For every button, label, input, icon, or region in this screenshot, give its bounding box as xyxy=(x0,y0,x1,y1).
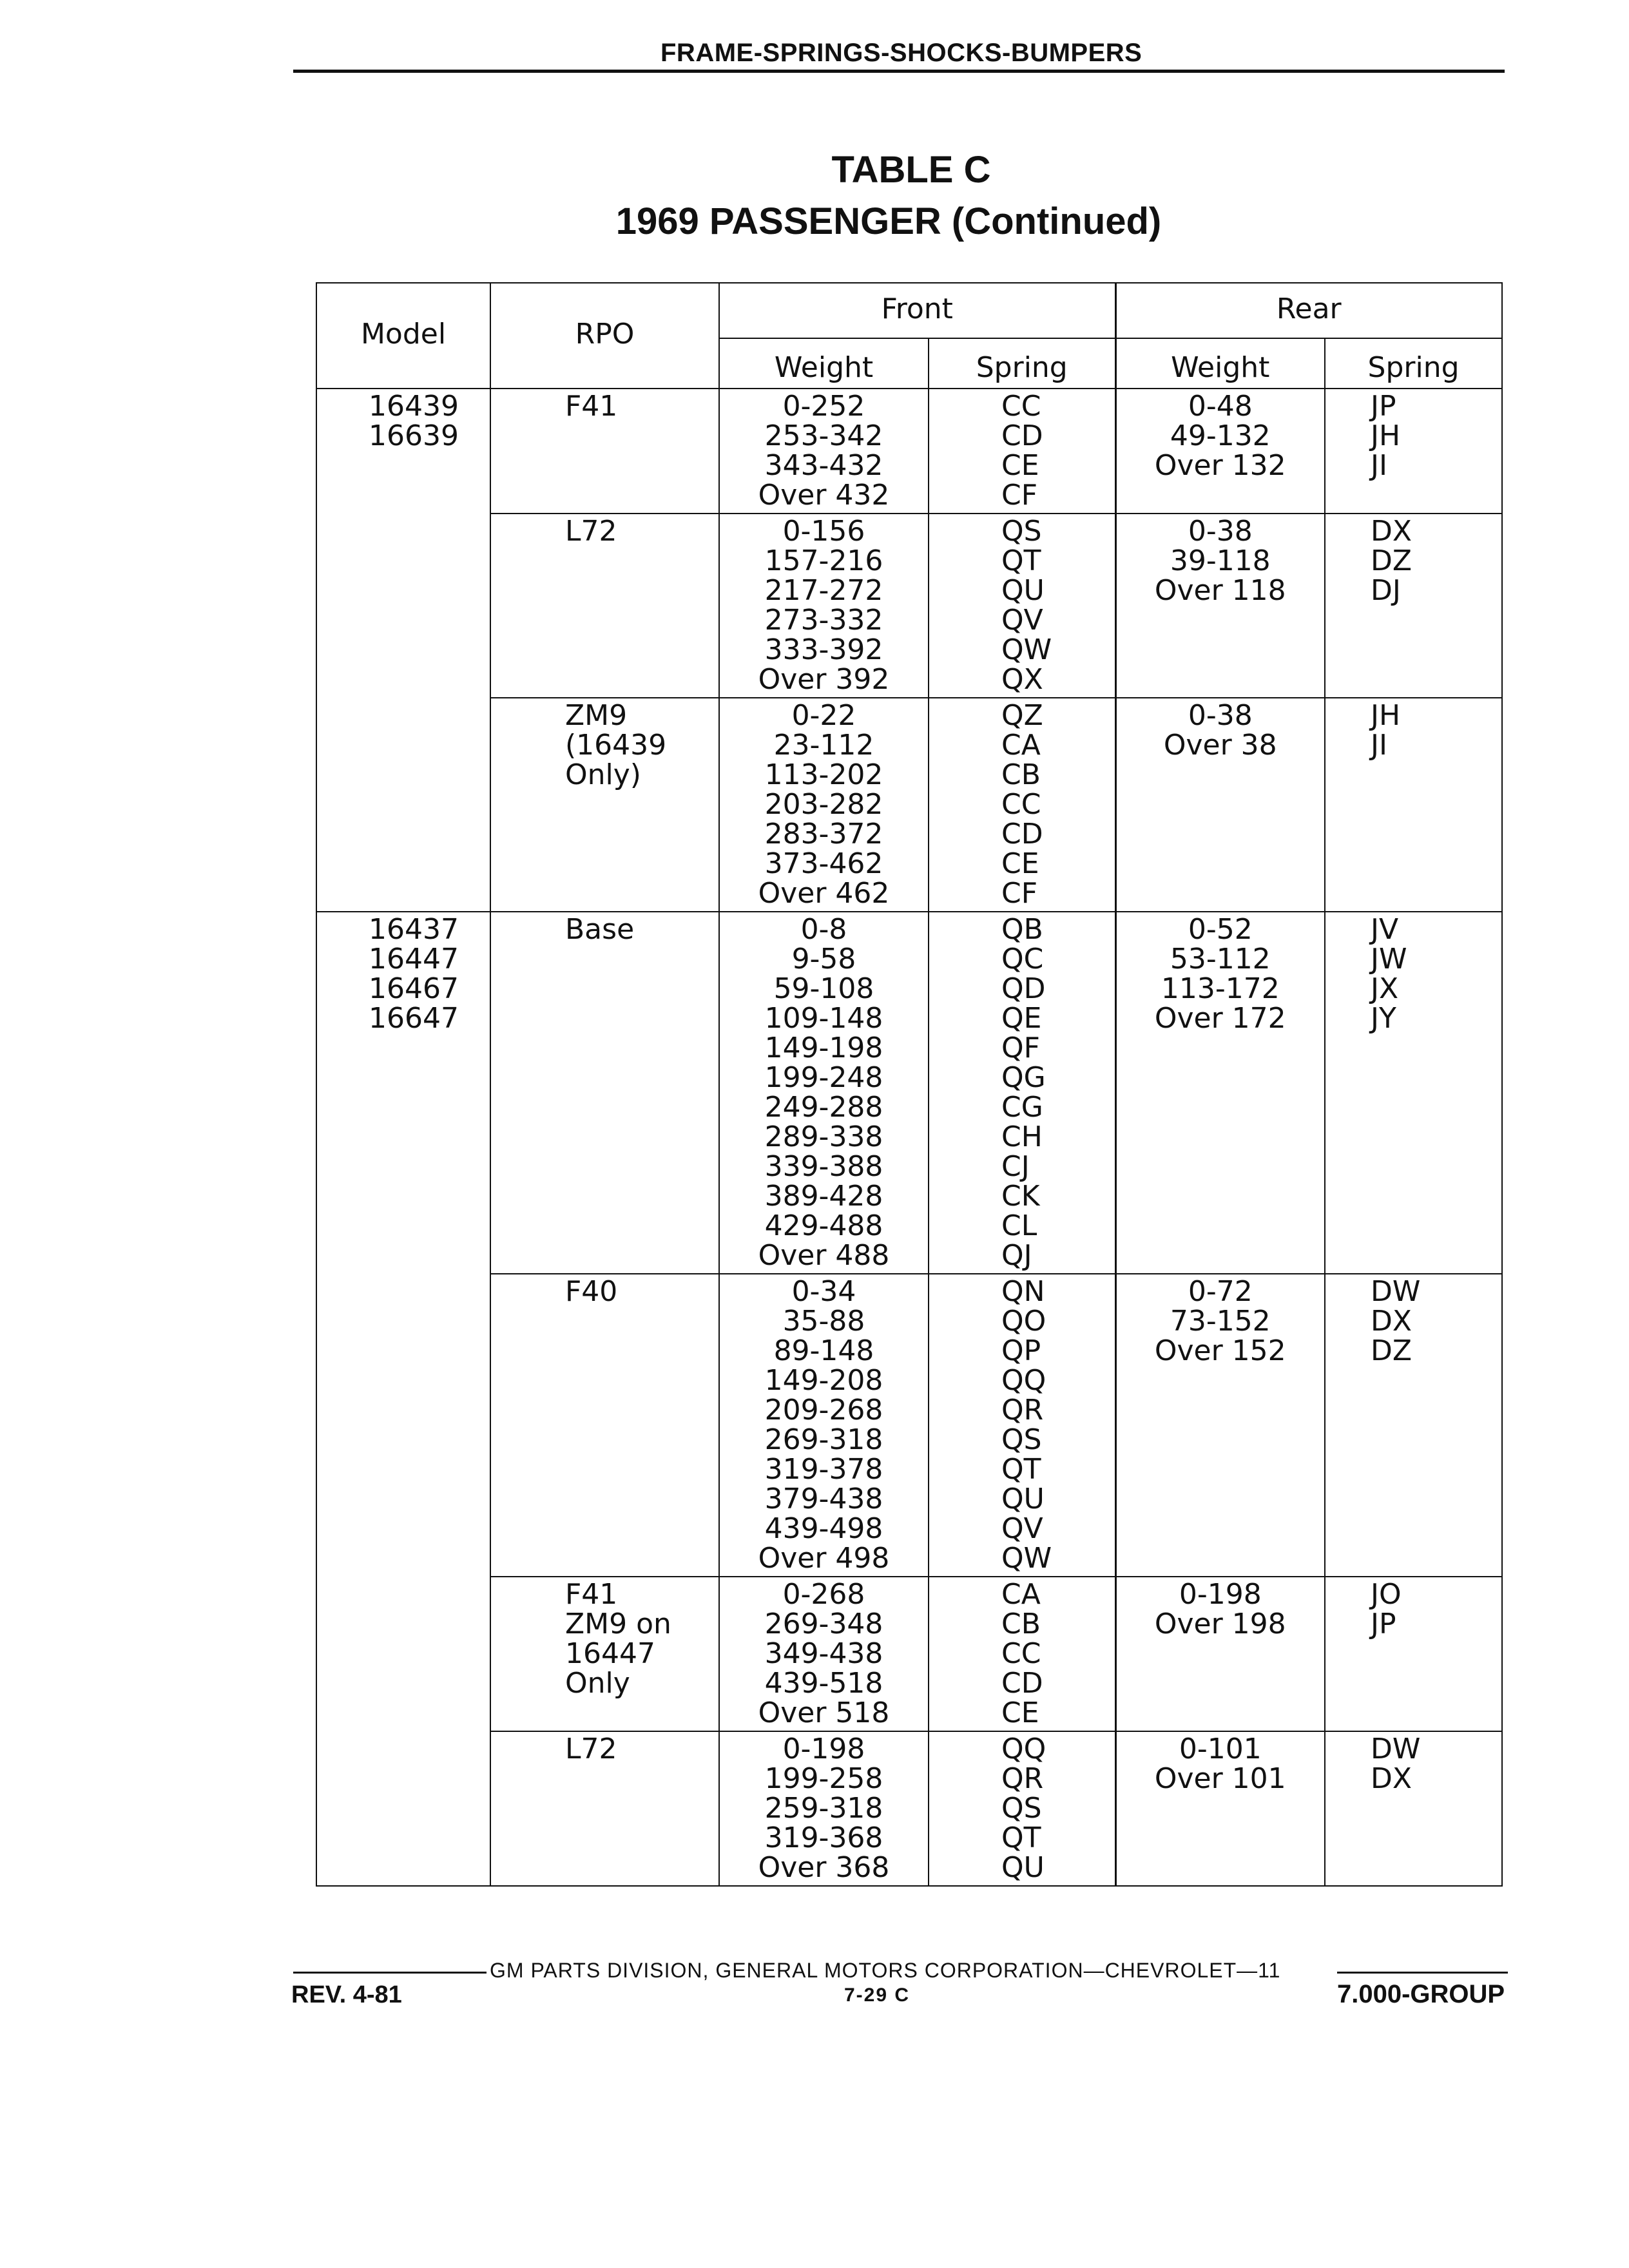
front-weight-cell-value: 273-332 xyxy=(764,604,883,637)
footer-division-line: GM PARTS DIVISION, GENERAL MOTORS CORPORATION—CHEVROLET—11 xyxy=(490,1959,1281,1982)
rear-weight-cell-value: 0-48 xyxy=(1188,390,1253,423)
front-spring-cell-value: CL xyxy=(1001,1209,1037,1242)
table-title: TABLE C xyxy=(831,149,991,191)
front-spring-cell-value: CE xyxy=(1001,449,1039,482)
front-weight-cell-value: 35-88 xyxy=(782,1305,865,1338)
rear-spring-cell-value: JI xyxy=(1371,729,1387,762)
front-spring-cell-value: QX xyxy=(1001,663,1043,696)
front-spring-cell-value: QT xyxy=(1001,1453,1041,1486)
front-spring-cell-value: CF xyxy=(1001,479,1038,512)
front-spring-cell-value: QU xyxy=(1001,574,1045,607)
front-spring-cell-value: CK xyxy=(1001,1180,1040,1213)
front-spring-cell-value: CG xyxy=(1001,1091,1043,1124)
front-weight-cell-value: 333-392 xyxy=(764,633,883,666)
rear-weight-cell-value: 49-132 xyxy=(1170,419,1271,452)
front-weight-cell-value: 89-148 xyxy=(773,1334,874,1367)
rpo-cell xyxy=(490,912,719,1274)
rear-spring-cell-value: JI xyxy=(1371,449,1387,482)
col-header-rear-weight: Weight xyxy=(1115,338,1325,389)
rear-spring-cell-value: JP xyxy=(1371,390,1396,423)
front-weight-cell-value: 23-112 xyxy=(773,729,874,762)
front-weight-cell-value: 149-208 xyxy=(764,1364,883,1397)
model-cell-value: 16437 xyxy=(369,913,459,946)
table-subtitle: 1969 PASSENGER (Continued) xyxy=(615,200,1162,242)
rear-weight-cell xyxy=(1115,389,1325,514)
rpo-cell-value: F41 xyxy=(565,390,618,423)
rear-weight-cell-value: 53-112 xyxy=(1170,943,1271,975)
front-spring-cell-value: QW xyxy=(1001,1542,1052,1575)
rear-spring-cell xyxy=(1325,1731,1502,1886)
rear-spring-cell-value: JO xyxy=(1371,1578,1402,1611)
model-cell xyxy=(316,912,490,1886)
col-header-model: Model xyxy=(316,283,490,389)
front-weight-cell-value: 389-428 xyxy=(764,1180,883,1213)
rpo-cell-value: ZM9 on xyxy=(565,1608,671,1640)
front-spring-cell-value: CA xyxy=(1001,729,1041,762)
col-header-rear-spring: Spring xyxy=(1325,338,1502,389)
front-weight-cell-value: 349-438 xyxy=(764,1637,883,1670)
col-header-front-weight: Weight xyxy=(719,338,929,389)
model-cell xyxy=(316,389,490,912)
front-spring-cell xyxy=(929,1731,1115,1886)
front-weight-cell-value: Over 488 xyxy=(758,1239,890,1272)
front-spring-cell-value: QR xyxy=(1001,1394,1044,1427)
rpo-cell xyxy=(490,389,719,514)
rear-spring-cell xyxy=(1325,698,1502,912)
rear-weight-cell-value: 0-101 xyxy=(1179,1733,1262,1765)
rear-weight-cell xyxy=(1115,1577,1325,1731)
footer-group: 7.000-GROUP xyxy=(1337,1980,1505,2008)
rear-weight-cell-value: Over 198 xyxy=(1154,1608,1286,1640)
front-weight-cell-value: 209-268 xyxy=(764,1394,883,1427)
front-spring-cell-value: CE xyxy=(1001,1696,1039,1729)
front-weight-cell-value: 319-378 xyxy=(764,1453,883,1486)
front-weight-cell-value: 379-438 xyxy=(764,1483,883,1515)
header-rule xyxy=(293,70,1505,73)
rear-weight-cell-value: Over 152 xyxy=(1154,1334,1286,1367)
rear-spring-cell-value: JP xyxy=(1371,1608,1396,1640)
rear-weight-cell-value: 0-72 xyxy=(1188,1275,1253,1308)
front-weight-cell-value: 9-58 xyxy=(791,943,856,975)
rear-weight-cell-value: Over 38 xyxy=(1163,729,1277,762)
rear-weight-cell-value: Over 101 xyxy=(1154,1762,1286,1795)
front-weight-cell-value: Over 518 xyxy=(758,1696,890,1729)
front-spring-cell-value: CC xyxy=(1001,390,1041,423)
front-spring-cell xyxy=(929,389,1115,514)
table-row xyxy=(316,912,1502,1274)
front-weight-cell-value: Over 392 xyxy=(758,663,890,696)
front-spring-cell-value: CH xyxy=(1001,1120,1043,1153)
rpo-cell-value: 16447 xyxy=(565,1637,655,1670)
rear-weight-cell-value: 0-38 xyxy=(1188,515,1253,548)
rpo-cell-value: L72 xyxy=(565,515,617,548)
rpo-cell xyxy=(490,1731,719,1886)
rear-spring-cell xyxy=(1325,1274,1502,1577)
front-spring-cell xyxy=(929,514,1115,698)
col-header-front: Front xyxy=(719,283,1115,338)
front-weight-cell-value: 439-518 xyxy=(764,1667,883,1700)
rear-spring-cell xyxy=(1325,514,1502,698)
front-weight-cell-value: 253-342 xyxy=(764,419,883,452)
front-spring-cell-value: QS xyxy=(1001,515,1042,548)
rear-spring-cell-value: JH xyxy=(1371,419,1401,452)
rear-weight-cell-value: 73-152 xyxy=(1170,1305,1271,1338)
front-spring-cell-value: QD xyxy=(1001,972,1046,1005)
rpo-cell-value: Only xyxy=(565,1667,630,1700)
footer-page-number: 7-29 C xyxy=(844,1984,911,2006)
front-spring-cell-value: CF xyxy=(1001,877,1038,910)
front-weight-cell-value: Over 432 xyxy=(758,479,890,512)
front-spring-cell-value: QS xyxy=(1001,1792,1042,1825)
front-spring-cell-value: QO xyxy=(1001,1305,1046,1338)
rear-weight-cell-value: Over 132 xyxy=(1154,449,1286,482)
rear-spring-cell-value: DW xyxy=(1371,1275,1421,1308)
front-spring-cell-value: QC xyxy=(1001,943,1044,975)
rear-weight-cell-value: 113-172 xyxy=(1161,972,1280,1005)
front-spring-cell-value: QB xyxy=(1001,913,1043,946)
front-spring-cell-value: CD xyxy=(1001,1667,1043,1700)
front-weight-cell-value: 249-288 xyxy=(764,1091,883,1124)
front-spring-cell-value: QV xyxy=(1001,1512,1043,1545)
model-cell-value: 16447 xyxy=(369,943,459,975)
rear-weight-cell xyxy=(1115,514,1325,698)
front-spring-cell-value: QU xyxy=(1001,1483,1045,1515)
rear-weight-cell xyxy=(1115,1731,1325,1886)
front-weight-cell-value: 429-488 xyxy=(764,1209,883,1242)
front-spring-cell-value: QR xyxy=(1001,1762,1044,1795)
front-spring-cell xyxy=(929,698,1115,912)
front-weight-cell-value: 373-462 xyxy=(764,847,883,880)
rpo-cell-value: Only) xyxy=(565,758,641,791)
front-weight-cell-value: 269-318 xyxy=(764,1423,883,1456)
front-spring-cell-value: CE xyxy=(1001,847,1039,880)
rear-spring-cell xyxy=(1325,389,1502,514)
rear-spring-cell-value: JX xyxy=(1371,972,1399,1005)
front-spring-cell-value: QJ xyxy=(1001,1239,1032,1272)
front-weight-cell-value: 439-498 xyxy=(764,1512,883,1545)
rear-weight-cell-value: Over 118 xyxy=(1154,574,1286,607)
table-row xyxy=(316,389,1502,514)
table-row xyxy=(316,698,1502,912)
front-weight-cell xyxy=(719,912,929,1274)
front-weight-cell xyxy=(719,1274,929,1577)
front-spring-cell-value: QP xyxy=(1001,1334,1041,1367)
front-spring-cell-value: QQ xyxy=(1001,1733,1046,1765)
rear-spring-cell-value: JV xyxy=(1371,913,1399,946)
rear-spring-cell-value: DX xyxy=(1371,1305,1412,1338)
front-weight-cell xyxy=(719,389,929,514)
footer-revision: REV. 4-81 xyxy=(291,1981,402,2008)
front-weight-cell-value: 203-282 xyxy=(764,788,883,821)
table-row xyxy=(316,1731,1502,1886)
front-spring-cell-value: QF xyxy=(1001,1032,1040,1064)
front-spring-cell-value: QQ xyxy=(1001,1364,1046,1397)
front-spring-cell xyxy=(929,912,1115,1274)
front-weight-cell xyxy=(719,514,929,698)
table-row xyxy=(316,514,1502,698)
rpo-cell-value: L72 xyxy=(565,1733,617,1765)
rear-weight-cell-value: 39-118 xyxy=(1170,544,1271,577)
front-weight-cell-value: 199-258 xyxy=(764,1762,883,1795)
model-cell-value: 16639 xyxy=(369,419,459,452)
rpo-cell-value: (16439 xyxy=(565,729,667,762)
front-weight-cell xyxy=(719,698,929,912)
front-weight-cell-value: 0-268 xyxy=(782,1578,865,1611)
front-spring-cell-value: QZ xyxy=(1001,699,1043,732)
footer-rule-left xyxy=(293,1972,487,1974)
spring-table xyxy=(316,282,1503,1887)
rear-spring-cell-value: JH xyxy=(1371,699,1401,732)
rear-spring-cell-value: JY xyxy=(1371,1002,1396,1035)
section-title: FRAME-SPRINGS-SHOCKS-BUMPERS xyxy=(660,39,1142,67)
table-body xyxy=(316,389,1502,1886)
rear-weight-cell xyxy=(1115,698,1325,912)
rear-weight-cell-value: 0-38 xyxy=(1188,699,1253,732)
front-spring-cell-value: CD xyxy=(1001,419,1043,452)
front-weight-cell-value: 157-216 xyxy=(764,544,883,577)
front-spring-cell-value: CA xyxy=(1001,1578,1041,1611)
rear-spring-cell xyxy=(1325,912,1502,1274)
front-weight-cell-value: 259-318 xyxy=(764,1792,883,1825)
front-spring-cell-value: CC xyxy=(1001,788,1041,821)
front-weight-cell-value: 343-432 xyxy=(764,449,883,482)
front-spring-cell-value: QN xyxy=(1001,1275,1045,1308)
rear-weight-cell xyxy=(1115,912,1325,1274)
front-weight-cell xyxy=(719,1577,929,1731)
front-weight-cell-value: Over 498 xyxy=(758,1542,890,1575)
front-weight-cell-value: 0-8 xyxy=(800,913,847,946)
front-spring-cell-value: CC xyxy=(1001,1637,1041,1670)
front-spring-cell-value: CB xyxy=(1001,1608,1041,1640)
front-weight-cell-value: 0-34 xyxy=(791,1275,856,1308)
front-weight-cell-value: 0-252 xyxy=(782,390,865,423)
front-weight-cell-value: 319-368 xyxy=(764,1821,883,1854)
front-spring-cell-value: QE xyxy=(1001,1002,1042,1035)
rear-weight-cell-value: 0-198 xyxy=(1179,1578,1262,1611)
front-weight-cell-value: 289-338 xyxy=(764,1120,883,1153)
rear-spring-cell-value: DZ xyxy=(1371,544,1412,577)
rear-spring-cell-value: DW xyxy=(1371,1733,1421,1765)
table-row xyxy=(316,1577,1502,1731)
front-weight-cell-value: 269-348 xyxy=(764,1608,883,1640)
front-weight-cell-value: 0-198 xyxy=(782,1733,865,1765)
front-weight-cell-value: 113-202 xyxy=(764,758,883,791)
front-weight-cell-value: 59-108 xyxy=(773,972,874,1005)
rear-spring-cell xyxy=(1325,1577,1502,1731)
front-spring-cell-value: CD xyxy=(1001,818,1043,850)
rear-spring-cell-value: DX xyxy=(1371,515,1412,548)
front-weight-cell-value: Over 462 xyxy=(758,877,890,910)
rear-weight-cell xyxy=(1115,1274,1325,1577)
front-weight-cell-value: Over 368 xyxy=(758,1851,890,1884)
rear-spring-cell-value: DZ xyxy=(1371,1334,1412,1367)
rear-spring-cell-value: DJ xyxy=(1371,574,1401,607)
model-cell-value: 16467 xyxy=(369,972,459,1005)
table-row xyxy=(316,1274,1502,1577)
rpo-cell xyxy=(490,1274,719,1577)
rear-weight-cell-value: Over 172 xyxy=(1154,1002,1286,1035)
front-spring-cell-value: QW xyxy=(1001,633,1052,666)
front-weight-cell-value: 109-148 xyxy=(764,1002,883,1035)
rpo-cell-value: F41 xyxy=(565,1578,618,1611)
front-weight-cell-value: 283-372 xyxy=(764,818,883,850)
front-weight-cell-value: 0-156 xyxy=(782,515,865,548)
front-weight-cell-value: 149-198 xyxy=(764,1032,883,1064)
front-spring-cell-value: QV xyxy=(1001,604,1043,637)
front-spring-cell-value: QS xyxy=(1001,1423,1042,1456)
col-header-rpo: RPO xyxy=(490,283,719,389)
rpo-cell xyxy=(490,1577,719,1731)
front-weight-cell-value: 217-272 xyxy=(764,574,883,607)
rear-spring-cell-value: JW xyxy=(1371,943,1407,975)
col-header-rear: Rear xyxy=(1115,283,1502,338)
rear-spring-cell-value: DX xyxy=(1371,1762,1412,1795)
rpo-cell xyxy=(490,514,719,698)
front-spring-cell xyxy=(929,1577,1115,1731)
rear-weight-cell-value: 0-52 xyxy=(1188,913,1253,946)
rpo-cell xyxy=(490,698,719,912)
front-weight-cell xyxy=(719,1731,929,1886)
front-spring-cell-value: CB xyxy=(1001,758,1041,791)
front-weight-cell-value: 199-248 xyxy=(764,1061,883,1094)
front-spring-cell-value: QU xyxy=(1001,1851,1045,1884)
front-spring-cell-value: QG xyxy=(1001,1061,1046,1094)
rpo-cell-value: F40 xyxy=(565,1275,618,1308)
front-spring-cell-value: CJ xyxy=(1001,1150,1030,1183)
front-spring-cell xyxy=(929,1274,1115,1577)
col-header-front-spring: Spring xyxy=(929,338,1115,389)
front-weight-cell-value: 0-22 xyxy=(791,699,856,732)
model-cell-value: 16439 xyxy=(369,390,459,423)
front-spring-cell-value: QT xyxy=(1001,1821,1041,1854)
rpo-cell-value: Base xyxy=(565,913,635,946)
rpo-cell-value: ZM9 xyxy=(565,699,628,732)
model-cell-value: 16647 xyxy=(369,1002,459,1035)
footer-rule-right xyxy=(1337,1972,1508,1974)
front-weight-cell-value: 339-388 xyxy=(764,1150,883,1183)
front-spring-cell-value: QT xyxy=(1001,544,1041,577)
